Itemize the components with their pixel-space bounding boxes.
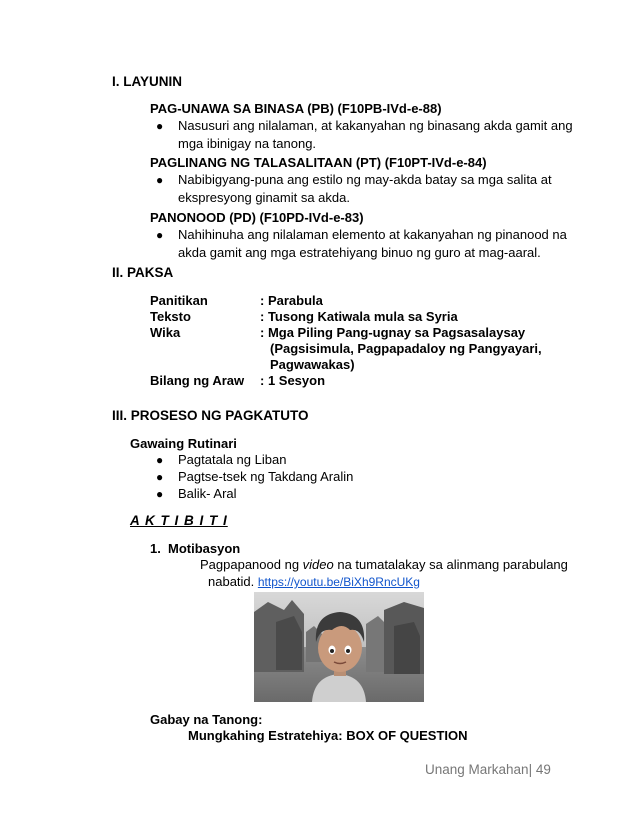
paksa-value-line3: Pagwawakas) <box>270 357 355 372</box>
paksa-label: Bilang ng Araw <box>150 373 245 388</box>
bullet-icon: ● <box>156 173 164 187</box>
routine-item: Pagtatala ng Liban <box>178 452 287 467</box>
routine-title: Gawaing Rutinari <box>130 436 237 451</box>
item-text-after: na tumatalakay sa alinmang parabulang <box>333 557 568 572</box>
objective-title-pt: PAGLINANG NG TALASALITAAN (PT) (F10PT-IVd-e-84) <box>150 155 487 170</box>
guide-title: Gabay na Tanong: <box>150 712 263 727</box>
bullet-icon: ● <box>156 470 164 484</box>
paksa-row <box>150 293 542 309</box>
item-title: Motibasyon <box>168 541 241 556</box>
paksa-label: Panitikan <box>150 293 208 308</box>
paksa-row <box>150 373 542 389</box>
video-thumbnail[interactable] <box>254 592 424 702</box>
section-heading-proseso: III. PROSESO NG PAGKATUTO <box>112 408 309 423</box>
item-text-before: Pagpapanood ng <box>200 557 303 572</box>
section-heading-paksa: II. PAKSA <box>112 265 174 280</box>
strategy-text: Mungkahing Estratehiya: BOX OF QUESTION <box>188 728 468 743</box>
objective-text-pt-line2: ekspresyong ginamit sa akda. <box>178 190 350 205</box>
objective-text-pb-line2: mga ibinigay na tanong. <box>178 136 317 151</box>
item-number: 1. <box>150 541 161 556</box>
bullet-icon: ● <box>156 228 164 242</box>
video-link[interactable]: https://youtu.be/BiXh9RncUKg <box>257 575 420 589</box>
item-text-line2 <box>208 574 420 590</box>
routine-item: Pagtse-tsek ng Takdang Aralin <box>178 469 354 484</box>
item-text-line2-prefix: nabatid. <box>208 574 258 589</box>
bullet-icon: ● <box>156 119 164 133</box>
objective-title-pd: PANONOOD (PD) (F10PD-IVd-e-83) <box>150 210 364 225</box>
paksa-value-line1: : Mga Piling Pang-ugnay sa Pagsasalaysay <box>260 325 526 340</box>
item-text-italic: video <box>302 557 334 572</box>
objective-text-pd-line1: Nahihinuha ang nilalaman elemento at kakanyahan ng pinanood na <box>178 227 567 242</box>
paksa-value-line2: (Pagsisimula, Pagpapadaloy ng Pangyayari, <box>270 341 542 356</box>
paksa-value <box>260 325 542 373</box>
paksa-value: : Parabula <box>260 293 323 308</box>
paksa-table <box>150 293 542 389</box>
item-text-line1 <box>200 557 568 573</box>
objective-text-pb-line1: Nasusuri ang nilalaman, at kakanyahan ng binasang akda gamit ang <box>178 118 573 133</box>
objective-text-pt-line1: Nabibigyang-puna ang estilo ng may-akda batay sa mga salita at <box>178 172 552 187</box>
paksa-label: Teksto <box>150 309 191 324</box>
page-footer: Unang Markahan| 49 <box>425 762 551 777</box>
paksa-value: : 1 Sesyon <box>260 373 326 388</box>
paksa-label: Wika <box>150 325 181 340</box>
objective-text-pd-line2: akda gamit ang mga estratehiyang binuo ng guro at mag-aaral. <box>178 245 541 260</box>
paksa-row <box>150 309 542 325</box>
routine-item: Balik- Aral <box>178 486 237 501</box>
bullet-icon: ● <box>156 487 164 501</box>
video-thumbnail-art <box>254 592 424 702</box>
paksa-row <box>150 325 542 373</box>
bullet-icon: ● <box>156 453 164 467</box>
section-heading-layunin: I. LAYUNIN <box>112 74 183 89</box>
objective-title-pb: PAG-UNAWA SA BINASA (PB) (F10PB-IVd-e-88) <box>150 101 442 116</box>
paksa-value: : Tusong Katiwala mula sa Syria <box>260 309 458 324</box>
activity-heading: A K T I B I T I <box>130 513 228 528</box>
